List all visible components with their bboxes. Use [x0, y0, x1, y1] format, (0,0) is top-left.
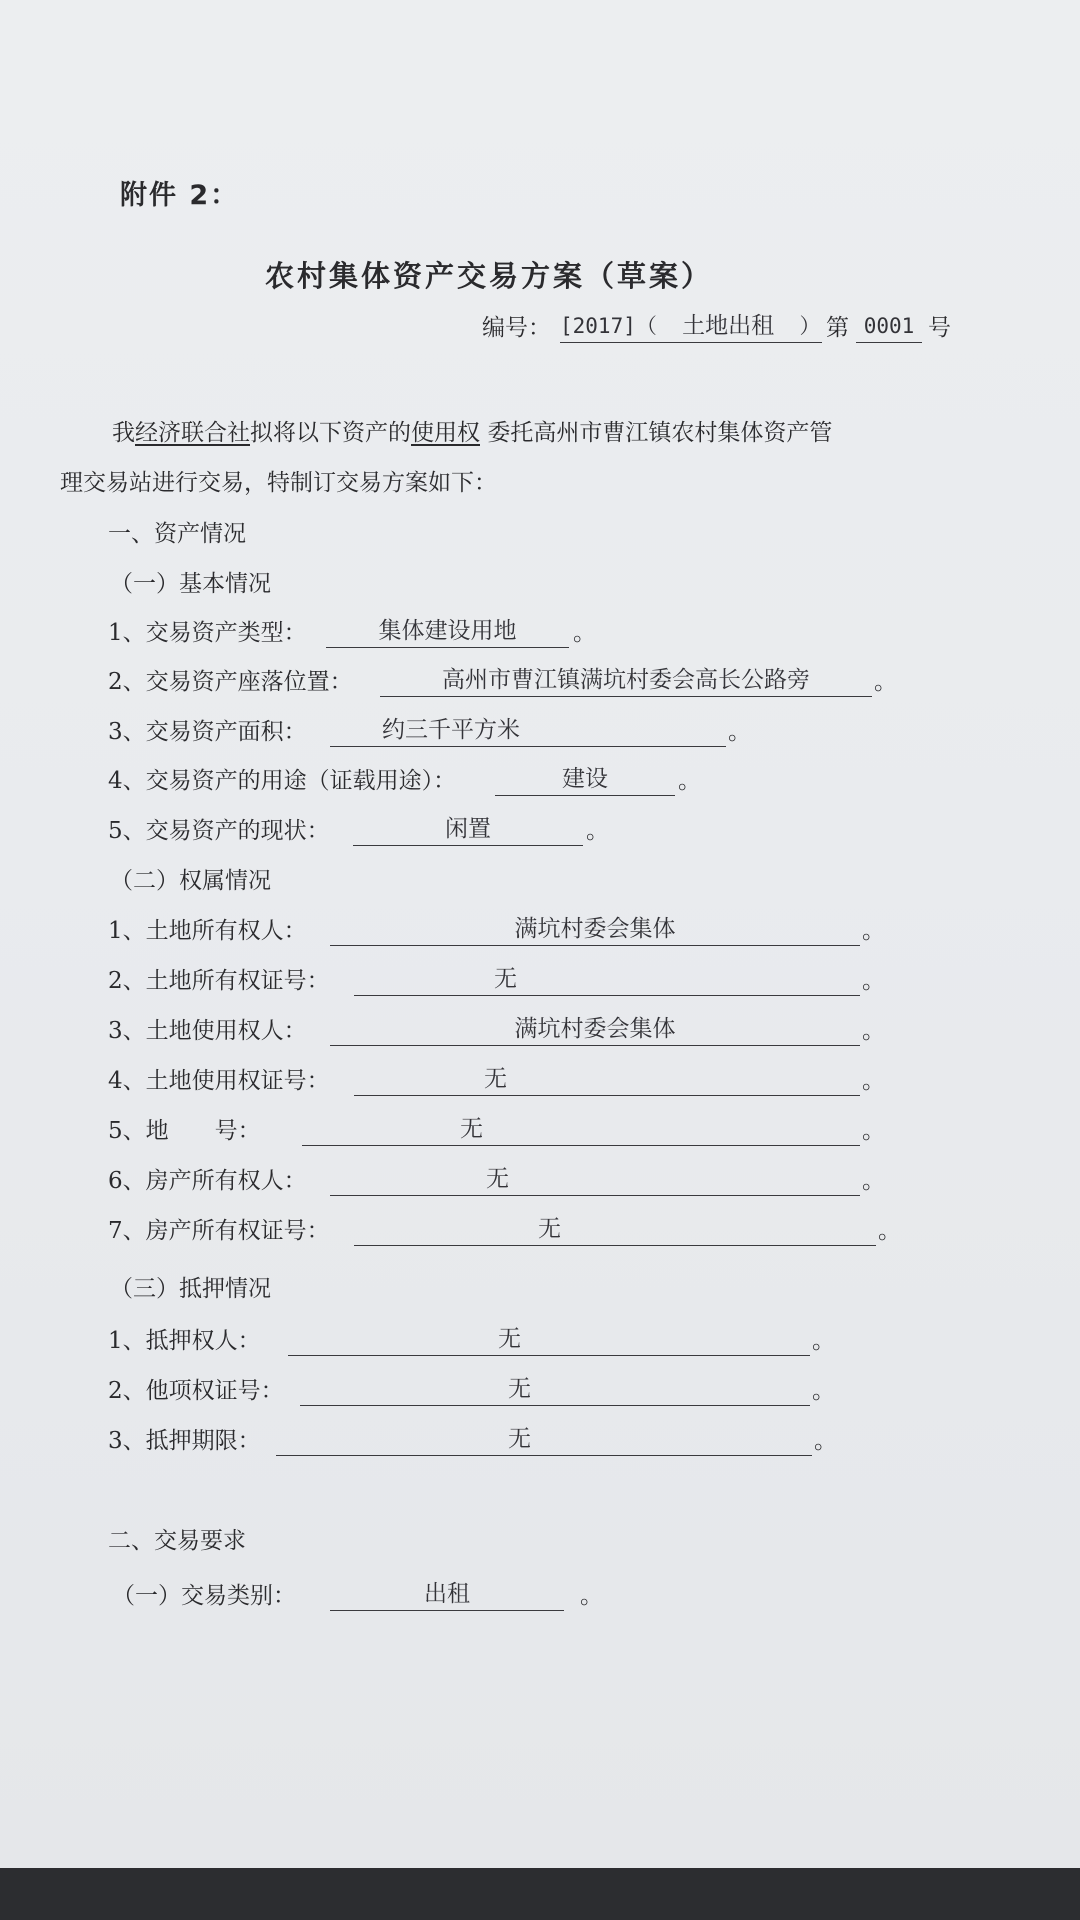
ownership-value: 无 — [354, 1063, 860, 1096]
section-1-heading: 一、资产情况 — [108, 521, 246, 547]
deal-type-label: （一）交易类别： — [112, 1583, 296, 1609]
basic-label: 5、交易资产的现状： — [108, 818, 330, 844]
mortgage-value: 无 — [276, 1423, 812, 1456]
basic-label: 3、交易资产面积： — [108, 719, 307, 745]
document-title: 农村集体资产交易方案（草案） — [265, 259, 714, 293]
intro-line-1: 我经济联合社拟将以下资产的使用权 委托高州市曹江镇农村集体资产管 — [112, 420, 833, 446]
subsection-basic-heading: （一）基本情况 — [110, 571, 271, 597]
ownership-value: 满坑村委会集体 — [330, 1013, 860, 1046]
ownership-value: 无 — [354, 963, 860, 996]
basic-value: 建设 — [495, 763, 675, 796]
section-2-heading: 二、交易要求 — [108, 1528, 246, 1554]
ownership-label: 7、房产所有权证号： — [108, 1218, 330, 1244]
number-hao: 号 — [928, 315, 951, 341]
deal-type-value: 出租 — [330, 1578, 564, 1611]
basic-label: 1、交易资产类型： — [108, 620, 307, 646]
ownership-value: 无 — [302, 1113, 860, 1146]
mortgage-value: 无 — [288, 1323, 810, 1356]
mortgage-label: 3、抵押期限： — [108, 1428, 261, 1454]
number-label: 编号： — [482, 315, 551, 341]
document-page: 附件 2： 农村集体资产交易方案（草案） 编号： [2017]（ 土地出租 ） 第 0001 号 我经济联合社拟将以下资产的使用权 委托高州市曹江镇农村集体资产管 理交易站进行交易，特制订交易方案如下： 一、资产情况 （一）基本情况 1、交易资产类型： 集体建设用地 。 2、交易资产座落位置： 高州市曹江镇满坑村委会高长公路旁 。 3、交易资产面积： 约三千平方米 。 4、交易资产的用途（证载用途）： 建设 。 5、交易资产的现状： 闲置 。 （二）权属情况 1、土地所有权人： 满坑村委会集体 。 2、土地所有权证号： 无 。 3、土地使用权人： 满坑村委会集体 。 4、土地使用权证号： 无 。 5、地 号： 无 。 6、房产所有权人： 无 。 7、房产所有权证号： 无 。 （三）抵押情况 1、抵押权人： 无 。 2、他项权证号： 无 。 3、抵押期限： 无 。 二、交易要求 （一）交易类别： 出租 。 — [0, 0, 1080, 1868]
basic-value: 高州市曹江镇满坑村委会高长公路旁 — [380, 664, 872, 697]
number-di: 第 — [826, 315, 849, 341]
basic-value: 约三千平方米 — [330, 714, 726, 747]
number-type-field: [2017]（ 土地出租 ） — [560, 310, 822, 343]
attachment-label: 附件 2： — [120, 180, 240, 211]
subsection-ownership-heading: （二）权属情况 — [110, 868, 271, 894]
intro-entity: 经济联合社 — [135, 420, 250, 446]
subsection-mortgage-heading: （三）抵押情况 — [110, 1276, 271, 1302]
background-surface — [0, 1868, 1080, 1920]
basic-value: 集体建设用地 — [326, 615, 569, 648]
ownership-label: 6、房产所有权人： — [108, 1168, 307, 1194]
intro-line-2: 理交易站进行交易，特制订交易方案如下： — [60, 470, 497, 496]
ownership-value: 满坑村委会集体 — [330, 913, 860, 946]
basic-value: 闲置 — [353, 813, 583, 846]
basic-label: 4、交易资产的用途（证载用途）： — [108, 768, 457, 794]
ownership-label: 3、土地使用权人： — [108, 1018, 307, 1044]
basic-label: 2、交易资产座落位置： — [108, 669, 353, 695]
intro-right: 使用权 — [411, 420, 480, 446]
ownership-label: 1、土地所有权人： — [108, 918, 307, 944]
ownership-value: 无 — [354, 1213, 876, 1246]
mortgage-label: 2、他项权证号： — [108, 1378, 284, 1404]
mortgage-value: 无 — [300, 1373, 810, 1406]
ownership-label: 2、土地所有权证号： — [108, 968, 330, 994]
ownership-label: 5、地 号： — [108, 1118, 261, 1144]
ownership-label: 4、土地使用权证号： — [108, 1068, 330, 1094]
mortgage-label: 1、抵押权人： — [108, 1328, 261, 1354]
ownership-value: 无 — [330, 1163, 860, 1196]
number-value: 0001 — [856, 310, 922, 343]
